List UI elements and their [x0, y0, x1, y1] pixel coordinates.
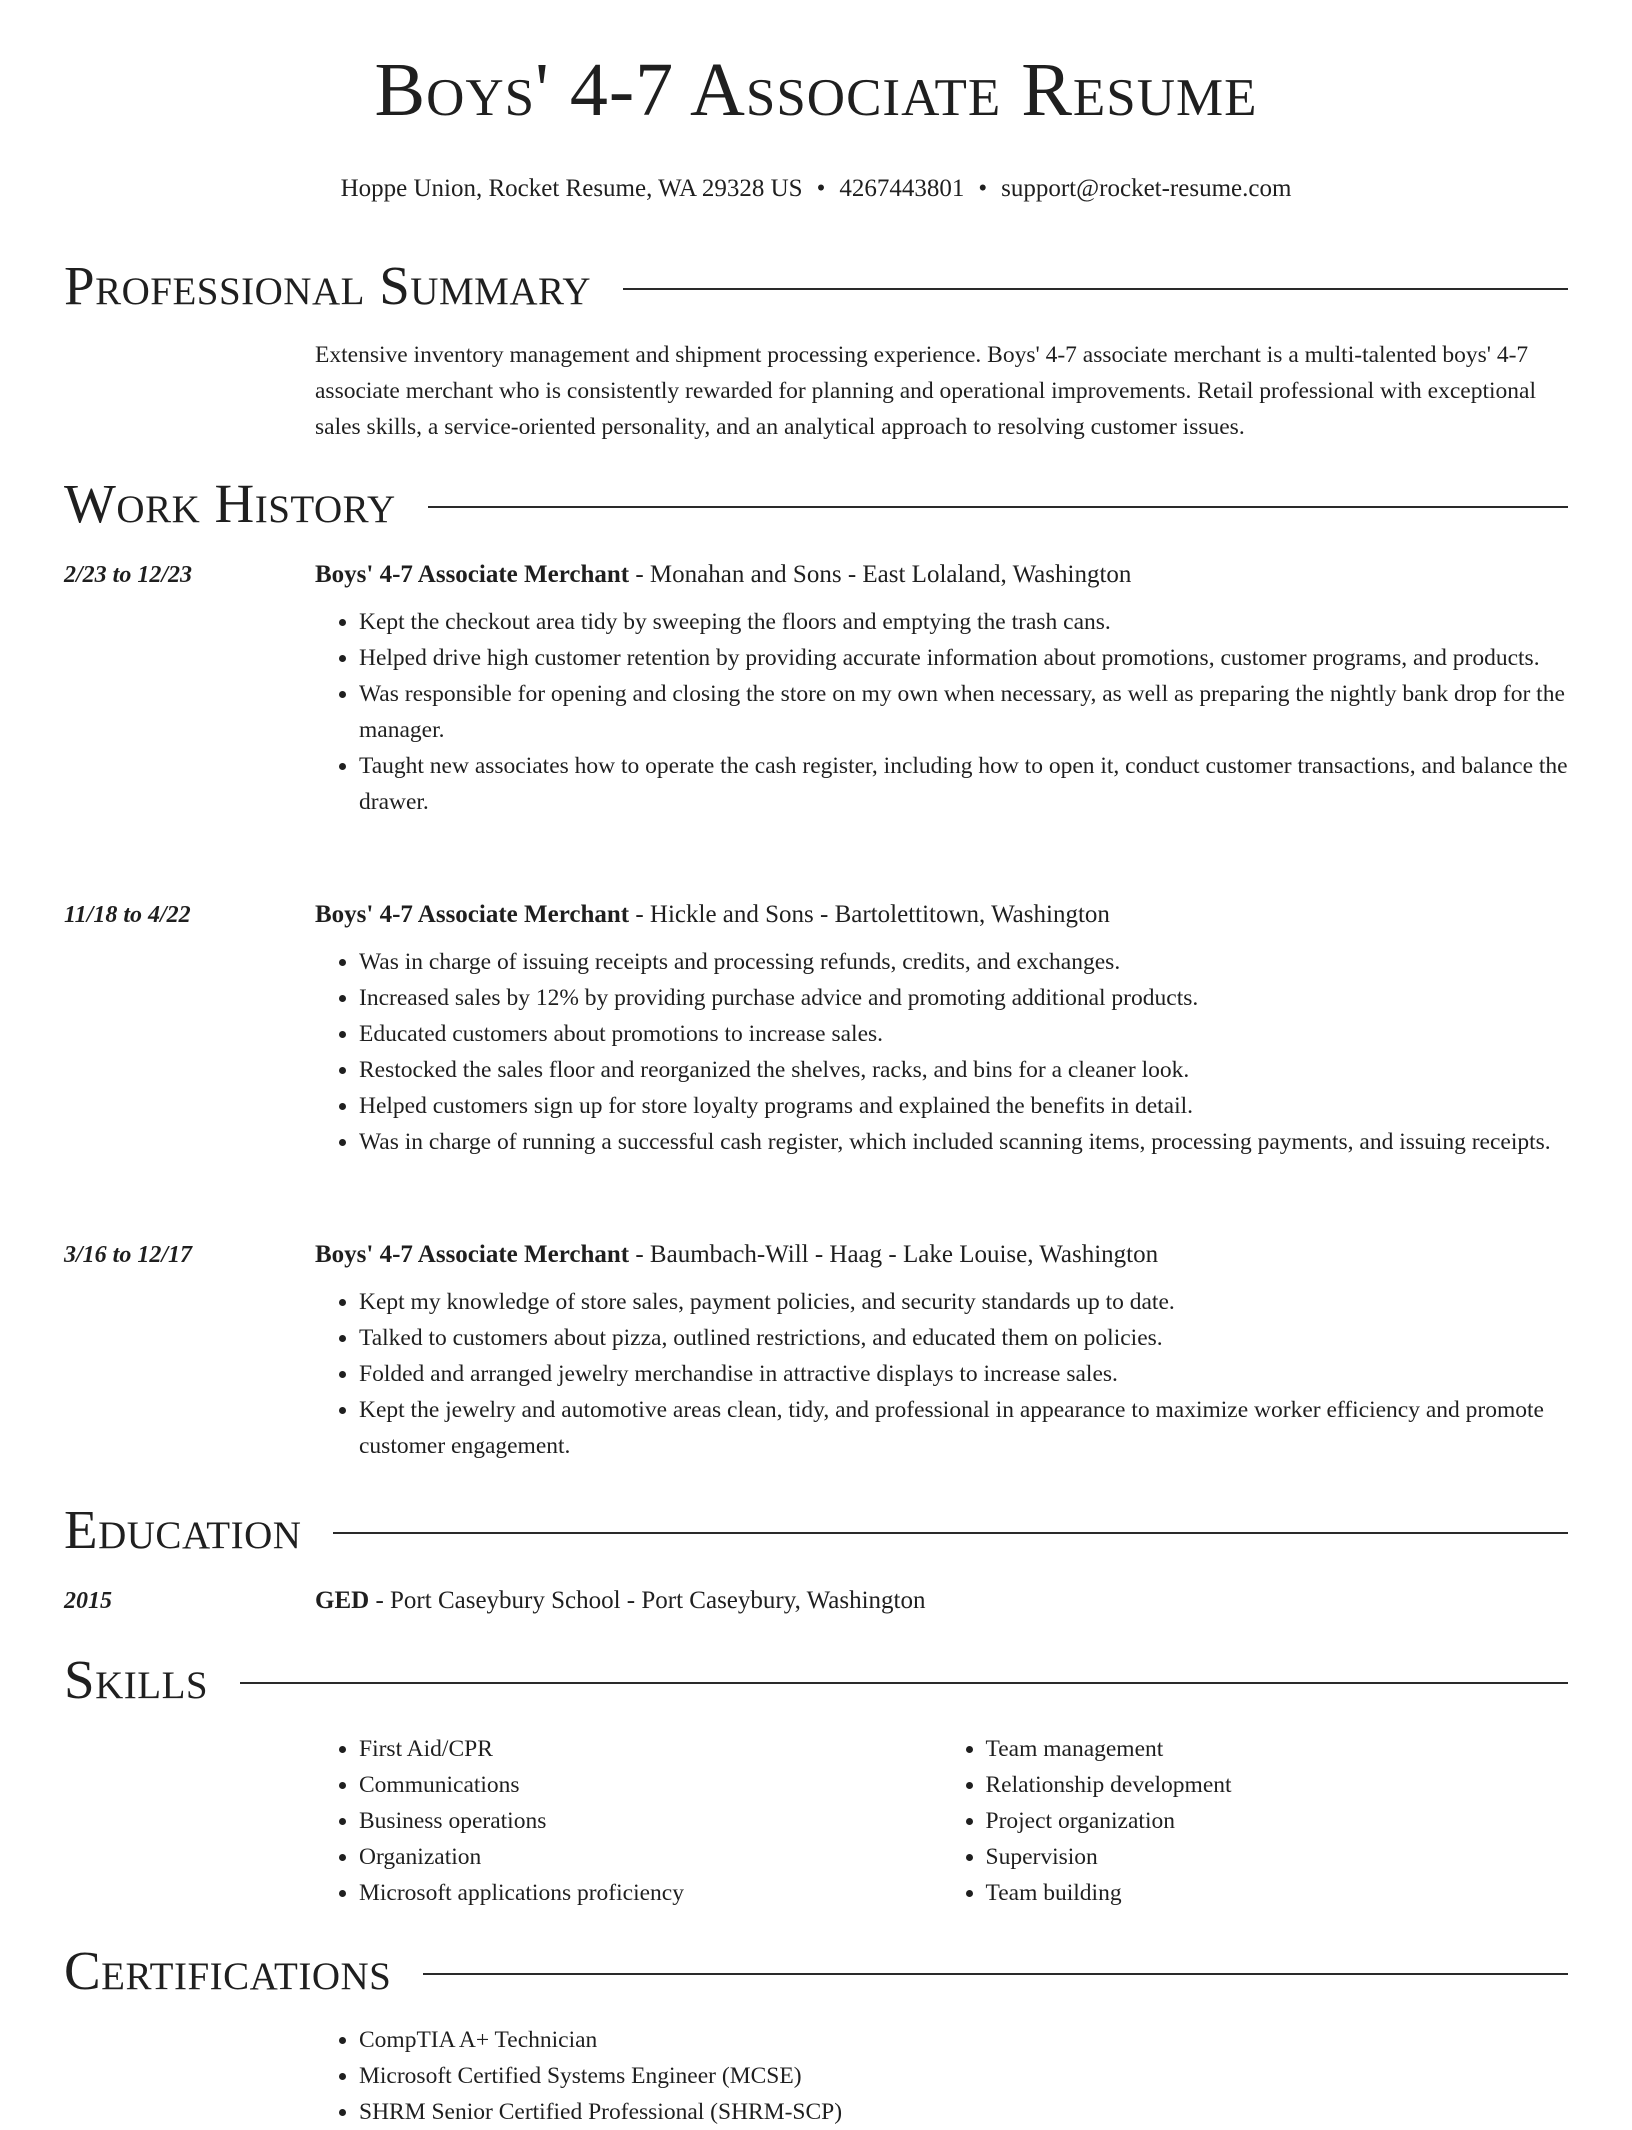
- list-item: • Kept the checkout area tidy by sweeping the floors and emptying the trash cans.: [359, 604, 1568, 640]
- list-item: • Was in charge of issuing receipts and processing refunds, credits, and exchanges.: [359, 944, 1568, 980]
- job-bullets: [315, 1284, 1568, 1464]
- job-heading: [315, 1238, 1568, 1272]
- contact-address: Hoppe Union, Rocket Resume, WA 29328 US: [340, 175, 803, 202]
- contact-separator: •: [978, 175, 988, 202]
- list-item: • Was in charge of running a successful cash register, which included scanning items, processing payments, and issuing receipts.: [359, 1124, 1568, 1160]
- job-employer: - Hickle and Sons - Bartolettitown, Washington: [629, 901, 1110, 928]
- section-divider: [623, 288, 1568, 290]
- list-item: • Restocked the sales floor and reorganized the shelves, racks, and bins for a cleaner look.: [359, 1052, 1568, 1088]
- education-year: 2015: [64, 1588, 112, 1614]
- section-divider: [428, 506, 1568, 508]
- skills-list-left: [315, 1731, 942, 1911]
- section-heading: Professional Summary: [64, 255, 592, 316]
- section-skills-header: [64, 1649, 1568, 1710]
- list-item: • SHRM Senior Certified Professional (SHRM-SCP): [359, 2094, 1568, 2130]
- section-heading: Work History: [64, 473, 396, 534]
- job-heading: [315, 558, 1568, 592]
- list-item: • Helped customers sign up for store loyalty programs and explained the benefits in detail.: [359, 1088, 1568, 1124]
- contact-phone: 4267443801: [839, 175, 965, 202]
- list-item: • Microsoft Certified Systems Engineer (MCSE): [359, 2058, 1568, 2094]
- section-heading: Certifications: [64, 1940, 392, 2001]
- list-item: • Increased sales by 12% by providing purchase advice and promoting additional products.: [359, 980, 1568, 1016]
- job-title: Boys' 4-7 Associate Merchant: [315, 901, 630, 928]
- job-employer: - Baumbach-Will - Haag - Lake Louise, Washington: [629, 1241, 1159, 1268]
- list-item: • Talked to customers about pizza, outlined restrictions, and educated them on policies.: [359, 1320, 1568, 1356]
- job-dates: 2/23 to 12/23: [64, 562, 193, 588]
- list-item: • Relationship development: [986, 1767, 1569, 1803]
- section-divider: [423, 1973, 1568, 1975]
- job-employer: - Monahan and Sons - East Lolaland, Washington: [629, 561, 1132, 588]
- job-dates: 11/18 to 4/22: [64, 902, 191, 928]
- list-item: • Kept the jewelry and automotive areas clean, tidy, and professional in appearance to maximize worker efficiency and promote customer engagement.: [359, 1392, 1568, 1464]
- list-item: • Organization: [359, 1839, 942, 1875]
- section-education-header: [64, 1499, 1568, 1560]
- contact-line: [64, 174, 1568, 204]
- section-divider: [333, 1532, 1568, 1534]
- list-item: • Helped drive high customer retention by providing accurate information about promotions, customer programs, and products.: [359, 640, 1568, 676]
- list-item: • CompTIA A+ Technician: [359, 2022, 1568, 2058]
- section-divider: [240, 1682, 1568, 1684]
- job-heading: [315, 898, 1568, 932]
- skills-columns: [315, 1731, 1568, 1911]
- job-title: Boys' 4-7 Associate Merchant: [315, 1241, 630, 1268]
- section-summary-header: [64, 255, 1568, 316]
- skills-list-right: [942, 1731, 1569, 1911]
- summary-text: Extensive inventory management and shipment processing experience. Boys' 4-7 associate merchant is a multi-talented boys' 4-7 associate merchant who is consistently rewarded for planning and operational improvements. Retail professional with exceptional sales skills, a service-oriented personality, and an analytical approach to resolving customer issues.: [315, 342, 1536, 440]
- certifications-list: [315, 2022, 1568, 2130]
- list-item: • Project organization: [986, 1803, 1569, 1839]
- section-heading: Education: [64, 1499, 302, 1560]
- resume-title: Boys' 4-7 Associate Resume: [374, 48, 1258, 132]
- job-bullets: [315, 604, 1568, 820]
- list-item: • Microsoft applications proficiency: [359, 1875, 942, 1911]
- job-bullets: [315, 944, 1568, 1160]
- list-item: • Supervision: [986, 1839, 1569, 1875]
- contact-separator: •: [816, 175, 826, 202]
- list-item: • First Aid/CPR: [359, 1731, 942, 1767]
- list-item: • Team management: [986, 1731, 1569, 1767]
- job-dates: 3/16 to 12/17: [64, 1242, 193, 1268]
- section-certifications-header: [64, 1940, 1568, 2001]
- list-item: • Communications: [359, 1767, 942, 1803]
- education-degree: GED: [315, 1587, 370, 1614]
- section-heading: Skills: [64, 1649, 209, 1710]
- education-school: - Port Caseybury School - Port Caseybury, Washington: [369, 1587, 926, 1614]
- section-work-header: [64, 473, 1568, 534]
- list-item: • Taught new associates how to operate the cash register, including how to open it, conduct customer transactions, and balance the drawer.: [359, 748, 1568, 820]
- contact-email: support@rocket-resume.com: [1001, 175, 1292, 202]
- list-item: • Was responsible for opening and closing the store on my own when necessary, as well as preparing the nightly bank drop for the manager.: [359, 676, 1568, 748]
- list-item: • Team building: [986, 1875, 1569, 1911]
- list-item: • Educated customers about promotions to increase sales.: [359, 1016, 1568, 1052]
- job-title: Boys' 4-7 Associate Merchant: [315, 561, 630, 588]
- list-item: • Kept my knowledge of store sales, payment policies, and security standards up to date.: [359, 1284, 1568, 1320]
- list-item: • Business operations: [359, 1803, 942, 1839]
- education-heading: [315, 1584, 1568, 1618]
- list-item: • Folded and arranged jewelry merchandise in attractive displays to increase sales.: [359, 1356, 1568, 1392]
